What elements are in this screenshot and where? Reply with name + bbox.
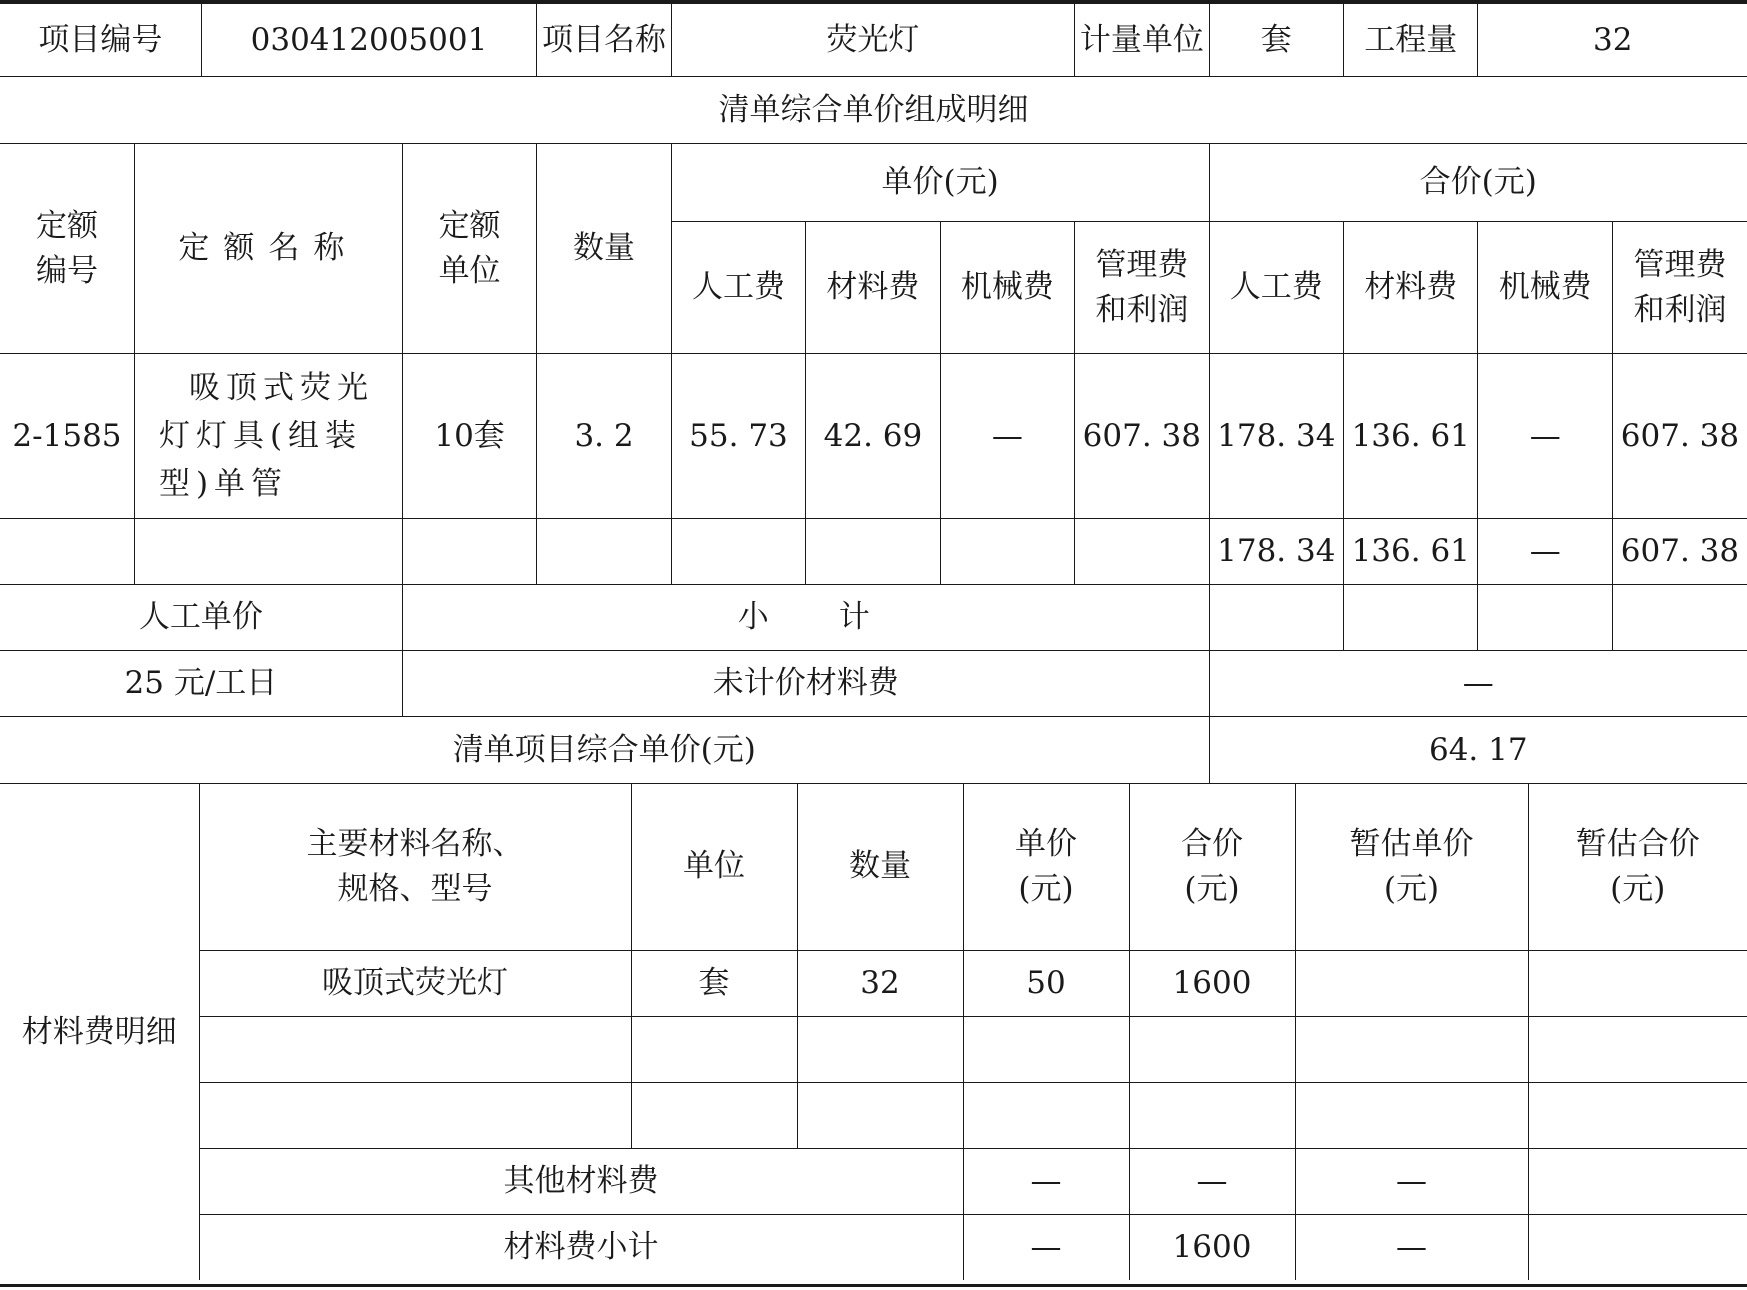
subtotal-row (0, 585, 1747, 651)
materials-section-row (0, 784, 1747, 1281)
material-unit-price-header (963, 784, 1129, 950)
material-est-total-price-header (1528, 784, 1747, 950)
item-code: 030412005001 (201, 4, 537, 77)
bottom-rule (0, 1284, 1747, 1287)
quota-unit-header-line1: 定额 (438, 207, 501, 244)
empty-cell (1295, 1082, 1528, 1148)
quota-code-header-line1: 定额 (35, 207, 98, 244)
sum-mgmt: 607. 38 (1612, 519, 1747, 585)
sum-empty-4 (537, 519, 671, 585)
total-machine: — (1478, 354, 1612, 519)
quota-code-header (0, 144, 134, 354)
empty-cell (1295, 1016, 1528, 1082)
unit-value: 套 (1209, 4, 1343, 77)
quota-unit-header-line2: 单位 (438, 252, 501, 289)
material-total-price-header-line1: 合价 (1181, 825, 1243, 862)
sum-empty-7 (940, 519, 1074, 585)
other-est-total-price (1528, 1148, 1747, 1214)
unit-mgmt: 607. 38 (1075, 354, 1209, 519)
quota-quantity: 3. 2 (537, 354, 671, 519)
sum-row (0, 519, 1747, 585)
material-est-unit-price (1295, 950, 1528, 1016)
unit-labor: 55. 73 (671, 354, 805, 519)
quota-code-header-line2: 编号 (35, 252, 98, 289)
material-unit-price-header-line1: 单价 (1015, 825, 1077, 862)
quota-name-header: 定额名称 (134, 144, 402, 354)
total-mgmt-header-line2: 和利润 (1633, 291, 1727, 328)
material-total-price-header-line2: (元) (1184, 870, 1240, 907)
quota-code: 2-1585 (0, 354, 134, 519)
quota-unit-header (402, 144, 536, 354)
sum-material: 136. 61 (1344, 519, 1478, 585)
material-unit-header: 单位 (631, 784, 797, 950)
total-machine-header: 机械费 (1478, 222, 1612, 354)
empty-cell (631, 1082, 797, 1148)
quota-name-line1: 吸顶式荧光 (188, 369, 374, 406)
material-subtotal-est-unit-price: — (1295, 1214, 1528, 1280)
quota-row (0, 354, 1747, 519)
other-est-unit-price: — (1295, 1148, 1528, 1214)
sum-empty-3 (402, 519, 536, 585)
total-labor: 178. 34 (1209, 354, 1343, 519)
unit-labor-header: 人工费 (671, 222, 805, 354)
subtotal-mgmt (1612, 585, 1747, 651)
empty-cell (797, 1016, 963, 1082)
subtotal-label: 小计 (402, 585, 1209, 651)
sum-empty-5 (671, 519, 805, 585)
empty-cell (199, 1016, 631, 1082)
subtotal-labor (1209, 585, 1343, 651)
section-title: 清单综合单价组成明细 (0, 77, 1747, 144)
section-title-row (0, 77, 1747, 144)
empty-cell (1528, 1082, 1747, 1148)
material-est-unit-price-header-line2: (元) (1383, 870, 1440, 907)
material-est-total-price-header-line1: 暂估合价 (1575, 825, 1700, 862)
sum-empty-6 (806, 519, 940, 585)
labor-rate-label: 人工单价 (0, 585, 402, 651)
quantity-header: 数量 (537, 144, 671, 354)
unit-price-analysis-table (0, 3, 1747, 1280)
quantity-label: 工程量 (1344, 4, 1478, 77)
total-material-header: 材料费 (1344, 222, 1478, 354)
other-material-row (0, 1148, 1747, 1214)
unit-machine: — (940, 354, 1074, 519)
material-row (0, 950, 1747, 1016)
quota-unit: 10套 (402, 354, 536, 519)
material-est-unit-price-header (1295, 784, 1528, 950)
material-est-total-price (1528, 950, 1747, 1016)
material-quantity-header: 数量 (797, 784, 963, 950)
header-row (0, 4, 1747, 77)
item-code-label: 项目编号 (0, 4, 201, 77)
composite-price-value: 64. 17 (1209, 717, 1747, 784)
material-unit-price-header-line2: (元) (1018, 870, 1074, 907)
material-row-empty (0, 1082, 1747, 1148)
unit-mgmt-header-line2: 和利润 (1095, 291, 1189, 328)
other-material-label: 其他材料费 (199, 1148, 963, 1214)
quota-name (134, 354, 402, 519)
material-total-price-header (1129, 784, 1295, 950)
material-quantity: 32 (797, 950, 963, 1016)
sum-empty-8 (1075, 519, 1209, 585)
empty-cell (797, 1082, 963, 1148)
unpriced-material-row (0, 651, 1747, 717)
unpriced-material-value: — (1209, 651, 1747, 717)
total-price-group-header: 合价(元) (1209, 144, 1747, 222)
column-group-row (0, 144, 1747, 222)
material-subtotal-row (0, 1214, 1747, 1280)
total-mgmt: 607. 38 (1612, 354, 1747, 519)
unit-mgmt-header (1075, 222, 1209, 354)
materials-header-row (0, 784, 1747, 950)
other-total-price: — (1129, 1148, 1295, 1214)
composite-price-row (0, 717, 1747, 784)
unit-material-header: 材料费 (806, 222, 940, 354)
materials-table (0, 784, 1747, 1280)
quota-name-line2: 灯灯具(组装 (158, 417, 363, 454)
total-labor-header: 人工费 (1209, 222, 1343, 354)
empty-cell (963, 1082, 1129, 1148)
material-unit: 套 (631, 950, 797, 1016)
unit-material: 42. 69 (806, 354, 940, 519)
other-unit-price: — (963, 1148, 1129, 1214)
material-subtotal-unit-price: — (963, 1214, 1129, 1280)
unit-price-group-header: 单价(元) (671, 144, 1209, 222)
empty-cell (1528, 1016, 1747, 1082)
materials-section-label: 材料费明细 (0, 784, 199, 1280)
empty-cell (631, 1016, 797, 1082)
subtotal-machine (1478, 585, 1612, 651)
material-total-price: 1600 (1129, 950, 1295, 1016)
materials-section (0, 784, 1747, 1281)
sum-empty-1 (0, 519, 134, 585)
unpriced-material-label: 未计价材料费 (402, 651, 1209, 717)
material-subtotal-total-price: 1600 (1129, 1214, 1295, 1280)
quota-name-line3: 型)单管 (158, 466, 289, 503)
empty-cell (1129, 1016, 1295, 1082)
sum-empty-2 (134, 519, 402, 585)
subtotal-material (1344, 585, 1478, 651)
labor-rate-value: 25 元/工日 (0, 651, 402, 717)
item-name: 荧光灯 (671, 4, 1074, 77)
unit-mgmt-header-line1: 管理费 (1095, 246, 1189, 283)
total-mgmt-header (1612, 222, 1747, 354)
empty-cell (199, 1082, 631, 1148)
quantity-value: 32 (1478, 4, 1747, 77)
material-name-header-line2: 规格、型号 (337, 870, 493, 907)
unit-machine-header: 机械费 (940, 222, 1074, 354)
material-name-header-line1: 主要材料名称、 (306, 825, 524, 862)
material-name-header (199, 784, 631, 950)
material-name: 吸顶式荧光灯 (199, 950, 631, 1016)
material-est-total-price-header-line2: (元) (1610, 870, 1666, 907)
empty-cell (1129, 1082, 1295, 1148)
material-subtotal-label: 材料费小计 (199, 1214, 963, 1280)
item-name-label: 项目名称 (537, 4, 671, 77)
material-subtotal-est-total-price (1528, 1214, 1747, 1280)
composite-price-label: 清单项目综合单价(元) (0, 717, 1209, 784)
empty-cell (963, 1016, 1129, 1082)
sum-machine: — (1478, 519, 1612, 585)
material-unit-price: 50 (963, 950, 1129, 1016)
material-est-unit-price-header-line1: 暂估单价 (1349, 825, 1474, 862)
total-mgmt-header-line1: 管理费 (1633, 246, 1727, 283)
sum-labor: 178. 34 (1209, 519, 1343, 585)
unit-label: 计量单位 (1075, 4, 1209, 77)
total-material: 136. 61 (1344, 354, 1478, 519)
material-row-empty (0, 1016, 1747, 1082)
